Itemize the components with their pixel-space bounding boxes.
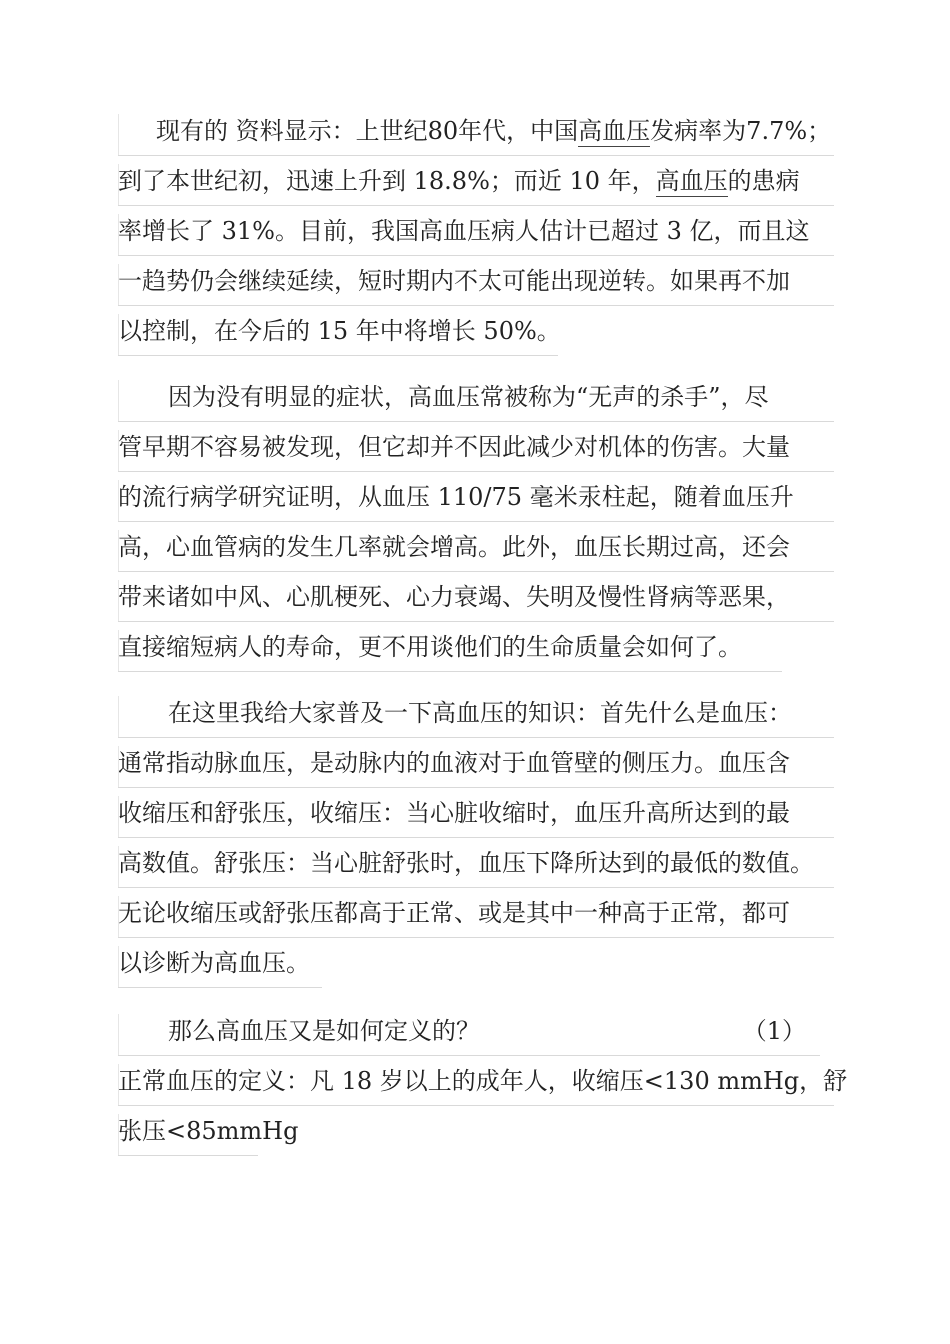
text-line: 在这里我给大家普及一下高血压的知识：首先什么是血压：: [118, 688, 834, 738]
text-line: 管早期不容易被发现，但它却并不因此减少对机体的伤害。大量: [118, 422, 834, 472]
text-line: 率增长了 31%。目前，我国高血压病人估计已超过 3 亿，而且这: [118, 206, 834, 256]
text-line: 带来诸如中风、心肌梗死、心力衰竭、失明及慢性肾病等恶果，: [118, 572, 834, 622]
text-line: 以控制，在今后的 15 年中将增长 50%。: [118, 306, 558, 356]
text-line: 因为没有明显的症状，高血压常被称为“无声的杀手”，尽: [118, 372, 834, 422]
text-line: 正常血压的定义：凡 18 岁以上的成年人，收缩压<130 mmHg，舒: [118, 1056, 834, 1106]
paragraph-prevalence: [118, 106, 834, 356]
underlined-term: 高血压: [655, 167, 728, 195]
text-segment: 发病率为7.7%；: [650, 117, 832, 145]
text-segment: 到了本世纪初，迅速上升到 18.8%；而近 10 年，: [118, 167, 656, 195]
item-number: （1）: [742, 1017, 806, 1045]
text-line: 通常指动脉血压，是动脉内的血液对于血管壁的侧压力。血压含: [118, 738, 834, 788]
question-text: 那么高血压又是如何定义的？: [168, 1017, 480, 1045]
paragraph-blood-pressure-knowledge: [118, 688, 834, 988]
text-line: 高数值。舒张压：当心脏舒张时，血压下降所达到的最低的数值。: [118, 838, 834, 888]
paragraph-silent-killer: [118, 372, 834, 672]
text-line: 直接缩短病人的寿命，更不用谈他们的生命质量会如何了。: [118, 622, 782, 672]
text-line: 收缩压和舒张压，收缩压：当心脏收缩时，血压升高所达到的最: [118, 788, 834, 838]
text-line: 一趋势仍会继续延续，短时期内不太可能出现逆转。如果再不加: [118, 256, 834, 306]
text-line: [118, 106, 834, 156]
text-line: 张压<85mmHg: [118, 1106, 258, 1156]
text-line: [118, 1006, 820, 1056]
underlined-term: 高血压: [578, 117, 651, 145]
text-segment: 的患病: [727, 167, 800, 195]
text-line: 无论收缩压或舒张压都高于正常、或是其中一种高于正常，都可: [118, 888, 834, 938]
text-segment: 现有的 资料显示：上世纪80年代，中国: [156, 117, 579, 145]
text-line: 以诊断为高血压。: [118, 938, 322, 988]
text-line: 高，心血管病的发生几率就会增高。此外，血压长期过高，还会: [118, 522, 834, 572]
text-line: 的流行病学研究证明，从血压 110/75 毫米汞柱起，随着血压升: [118, 472, 834, 522]
paragraph-definition: [118, 1006, 848, 1156]
text-line: [118, 156, 834, 206]
